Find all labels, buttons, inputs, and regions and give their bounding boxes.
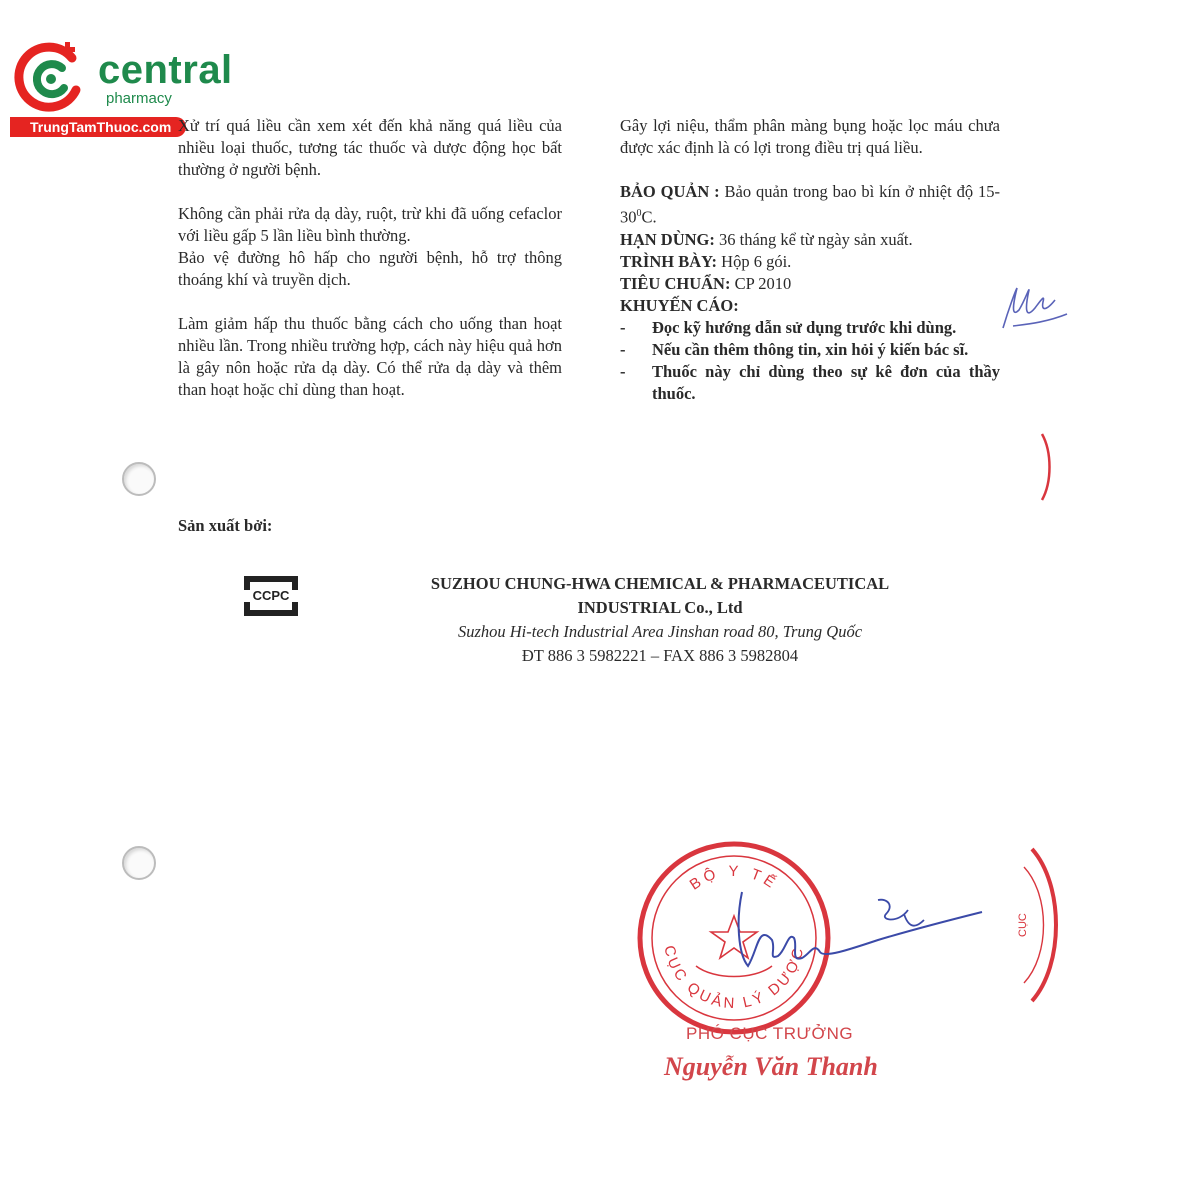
expiry-line: [620, 229, 1000, 251]
warning-item: - Nếu cần thêm thông tin, xin hỏi ý kiến bác sĩ.: [620, 339, 969, 359]
punch-hole-icon: [122, 846, 156, 880]
ccpc-logo-text: CCPC: [252, 588, 290, 603]
storage-end: C.: [641, 207, 657, 227]
ccpc-logo: [240, 572, 302, 620]
gastric-lavage-paragraph: Không cần phải rửa dạ dày, ruột, trừ khi đã uống cefaclor với liều gấp 5 lần liều bình thường.: [178, 204, 562, 245]
partial-seal-right: [1010, 845, 1070, 1005]
ccpc-logo-icon: [240, 572, 302, 620]
manufacturer-address: Suzhou Hi-tech Industrial Area Jinshan road 80, Trung Quốc: [457, 622, 863, 641]
signature-mark: [728, 880, 988, 980]
warning-item: - Thuốc này chỉ dùng theo sự kê đơn của thầy thuốc.: [620, 361, 1000, 403]
partial-seal-text: CỤC: [1017, 913, 1029, 937]
storage-label: BẢO QUẢN :: [620, 182, 720, 201]
manufacturer-name-line1: SUZHOU CHUNG-HWA CHEMICAL & PHARMACEUTICAL: [430, 574, 890, 593]
manufacturer-block: [300, 572, 1020, 668]
standard-text: CP 2010: [730, 273, 792, 293]
expiry-label: HẠN DÙNG:: [620, 229, 715, 249]
right-column: [620, 115, 1000, 405]
warning-item: - Đọc kỹ hướng dẫn sử dụng trước khi dùng.: [620, 317, 957, 337]
manufacturer-name-line2: INDUSTRIAL Co., Ltd: [577, 598, 743, 617]
signer-name: Nguyễn Văn Thanh: [664, 1052, 878, 1081]
charcoal-paragraph: Làm giảm hấp thu thuốc bằng cách cho uống than hoạt nhiều lần. Trong nhiều trường hợp, cách này hiệu quả hơn là gây nôn hoặc rửa dạ dày. Có thể rửa dạ dày và thêm than hoạt hoặc chỉ dùng than hoạt.: [178, 314, 562, 399]
storage-text: Bảo quản trong bao bì kín ở nhiệt độ 15-30: [620, 182, 1000, 227]
logo-brand: central: [98, 48, 233, 92]
diuresis-paragraph: Gây lợi niệu, thẩm phân màng bụng hoặc lọc máu chưa được xác định là có lợi trong điều trị quá liều.: [620, 116, 1000, 157]
initials-mark: [995, 278, 1075, 334]
storage-degree: 0: [636, 208, 642, 219]
manufacturer-contact: ĐT 886 3 5982221 – FAX 886 3 5982804: [521, 646, 799, 665]
seal-bottom-text: CỤC QUẢN LÝ DƯỢC: [660, 943, 808, 1013]
made-by-label: Sản xuất bởi:: [178, 516, 273, 535]
central-logo-icon: [10, 38, 92, 120]
pack-text: Hộp 6 gói.: [717, 251, 792, 271]
storage-line: [620, 181, 1000, 229]
standard-line: [620, 273, 1000, 295]
pack-line: [620, 251, 1000, 273]
standard-label: TIÊU CHUẨN:: [620, 273, 731, 293]
stamp-edge-mark: [1038, 432, 1058, 502]
expiry-text: 36 tháng kể từ ngày sản xuất.: [714, 229, 913, 249]
overdose-paragraph: Xử trí quá liều cần xem xét đến khả năng quá liều của nhiều loại thuốc, tương tác thuốc và dược động học bất thường ở người bệnh.: [178, 116, 562, 179]
logo-sub: pharmacy: [106, 90, 172, 107]
airway-paragraph: Bảo vệ đường hô hấp cho người bệnh, hỗ trợ thông thoáng khí và truyền dịch.: [178, 248, 562, 289]
seal-top-text: BỘ Y TẾ: [686, 862, 782, 894]
warning-title: KHUYẾN CÁO:: [620, 295, 739, 315]
site-banner: TrungTamThuoc.com: [10, 117, 186, 137]
pack-label: TRÌNH BÀY:: [620, 251, 718, 271]
signer-title: PHÓ CỤC TRƯỞNG: [686, 1024, 854, 1043]
left-column: [178, 115, 562, 401]
punch-hole-icon: [122, 462, 156, 496]
